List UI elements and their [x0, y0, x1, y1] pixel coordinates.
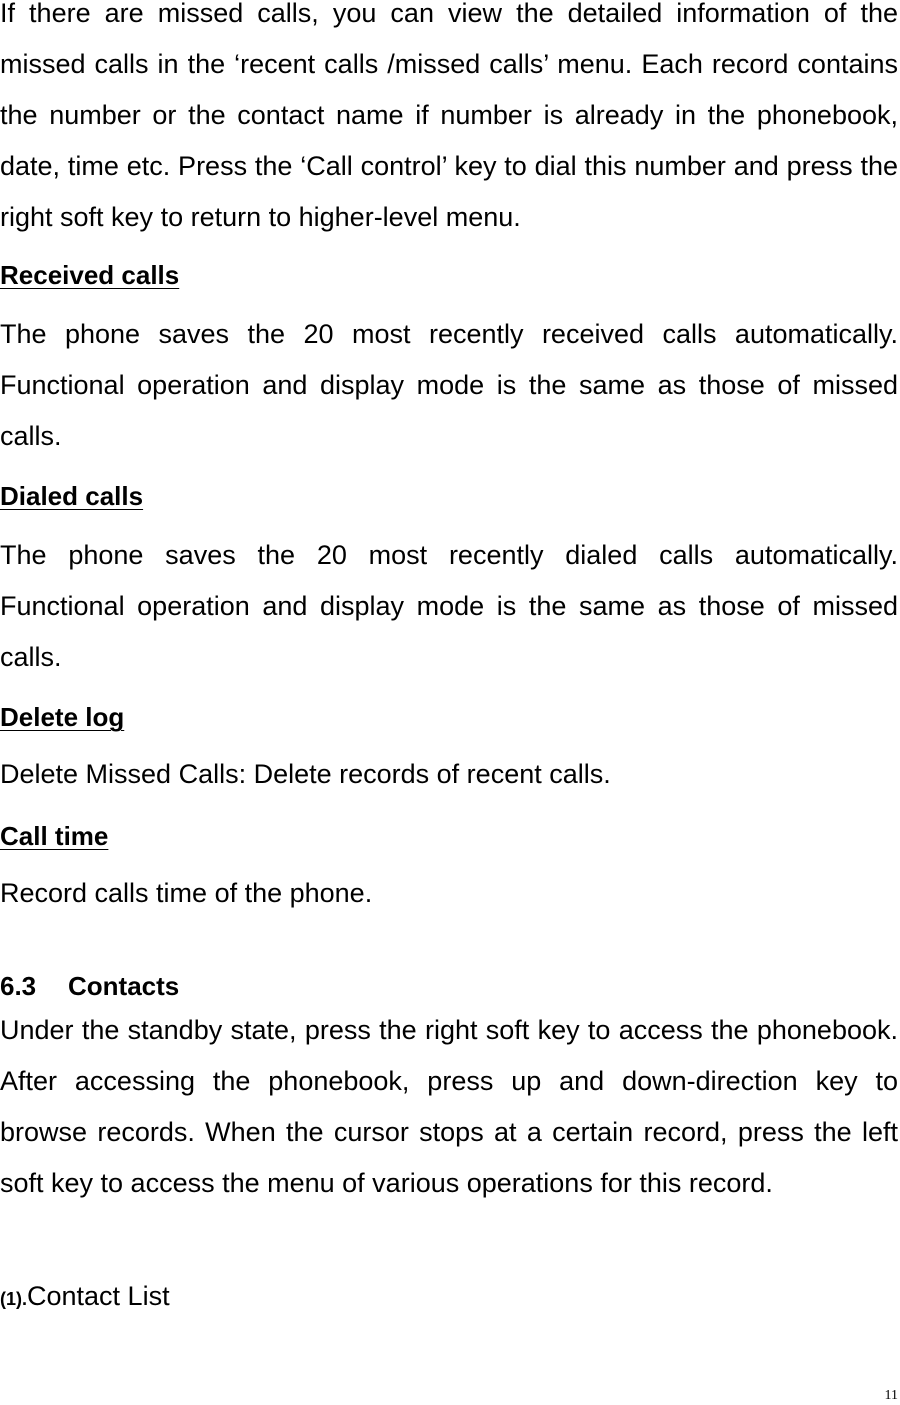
section-title: Contacts: [68, 971, 180, 1001]
section-number: 6.3: [0, 971, 37, 1001]
delete-log-paragraph: Delete Missed Calls: Delete records of recent calls.: [0, 759, 611, 789]
contacts-paragraph: Under the standby state, press the right soft key to access the phonebook. After accessing the phonebook, press up and down-direction key to browse records. When the cursor stops at a certain record, press the left soft key to access the menu of various operations for this record.: [0, 1015, 898, 1198]
delete-log-heading: Delete log: [0, 702, 125, 732]
dialed-calls-paragraph: The phone saves the 20 most recently dialed calls automatically. Functional operation and display mode is the same as those of missed calls.: [0, 540, 898, 672]
received-calls-paragraph: The phone saves the 20 most recently received calls automatically. Functional operation and display mode is the same as those of missed calls.: [0, 319, 898, 451]
page-number: 11: [884, 1388, 898, 1403]
list-marker: (1).: [0, 1289, 27, 1309]
call-time-heading: Call time: [0, 821, 109, 851]
list-item-label: Contact List: [27, 1281, 170, 1311]
call-time-paragraph: Record calls time of the phone.: [0, 878, 373, 908]
list-item: [0, 1279, 170, 1316]
dialed-calls-heading: Dialed calls: [0, 481, 144, 511]
intro-paragraph: If there are missed calls, you can view the detailed information of the missed calls in the ‘recent calls /missed calls’ menu. Each record contains the number or the contact name if number is already in the phonebook, date, time etc. Press the ‘Call control’ key to dial this number and press the right soft key to return to higher-level menu.: [0, 0, 898, 232]
contacts-section-title: [0, 970, 179, 1002]
received-calls-heading: Received calls: [0, 260, 180, 290]
